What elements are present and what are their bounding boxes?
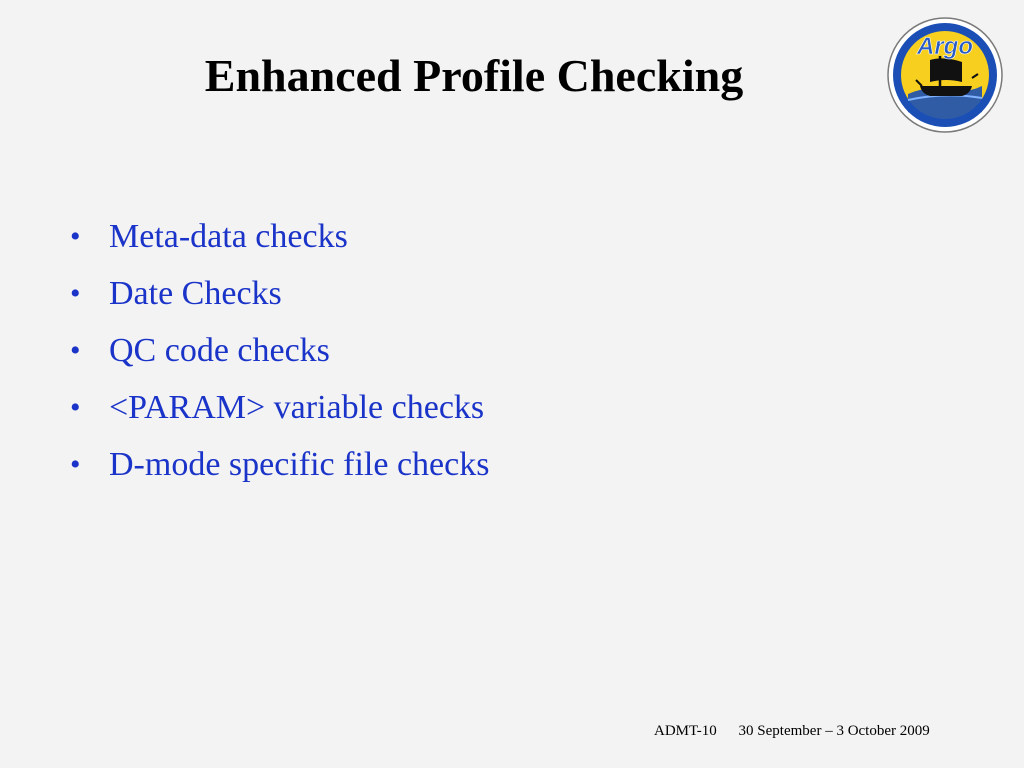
slide-footer	[654, 723, 930, 740]
bullet-dot: •	[70, 448, 81, 481]
footer-meeting-label: ADMT-10	[654, 723, 717, 739]
bullet-label: QC code checks	[109, 332, 330, 369]
bullet-label: Date Checks	[109, 275, 282, 312]
slide-title: Enhanced Profile Checking	[204, 50, 744, 101]
bullet-dot: •	[70, 391, 81, 424]
bullet-label: D-mode specific file checks	[109, 446, 490, 483]
argo-logo-text: Argo	[917, 33, 973, 60]
footer-dates: 30 September – 3 October 2009	[738, 723, 930, 739]
bullet-label: <PARAM> variable checks	[109, 389, 485, 426]
bullet-dot: •	[70, 220, 81, 253]
bullet-dot: •	[70, 334, 81, 367]
argo-logo-graphic	[886, 16, 1004, 134]
argo-ship-logo-icon	[886, 16, 1004, 134]
bullet-label: Meta-data checks	[109, 218, 348, 255]
bullet-dot: •	[70, 277, 81, 310]
